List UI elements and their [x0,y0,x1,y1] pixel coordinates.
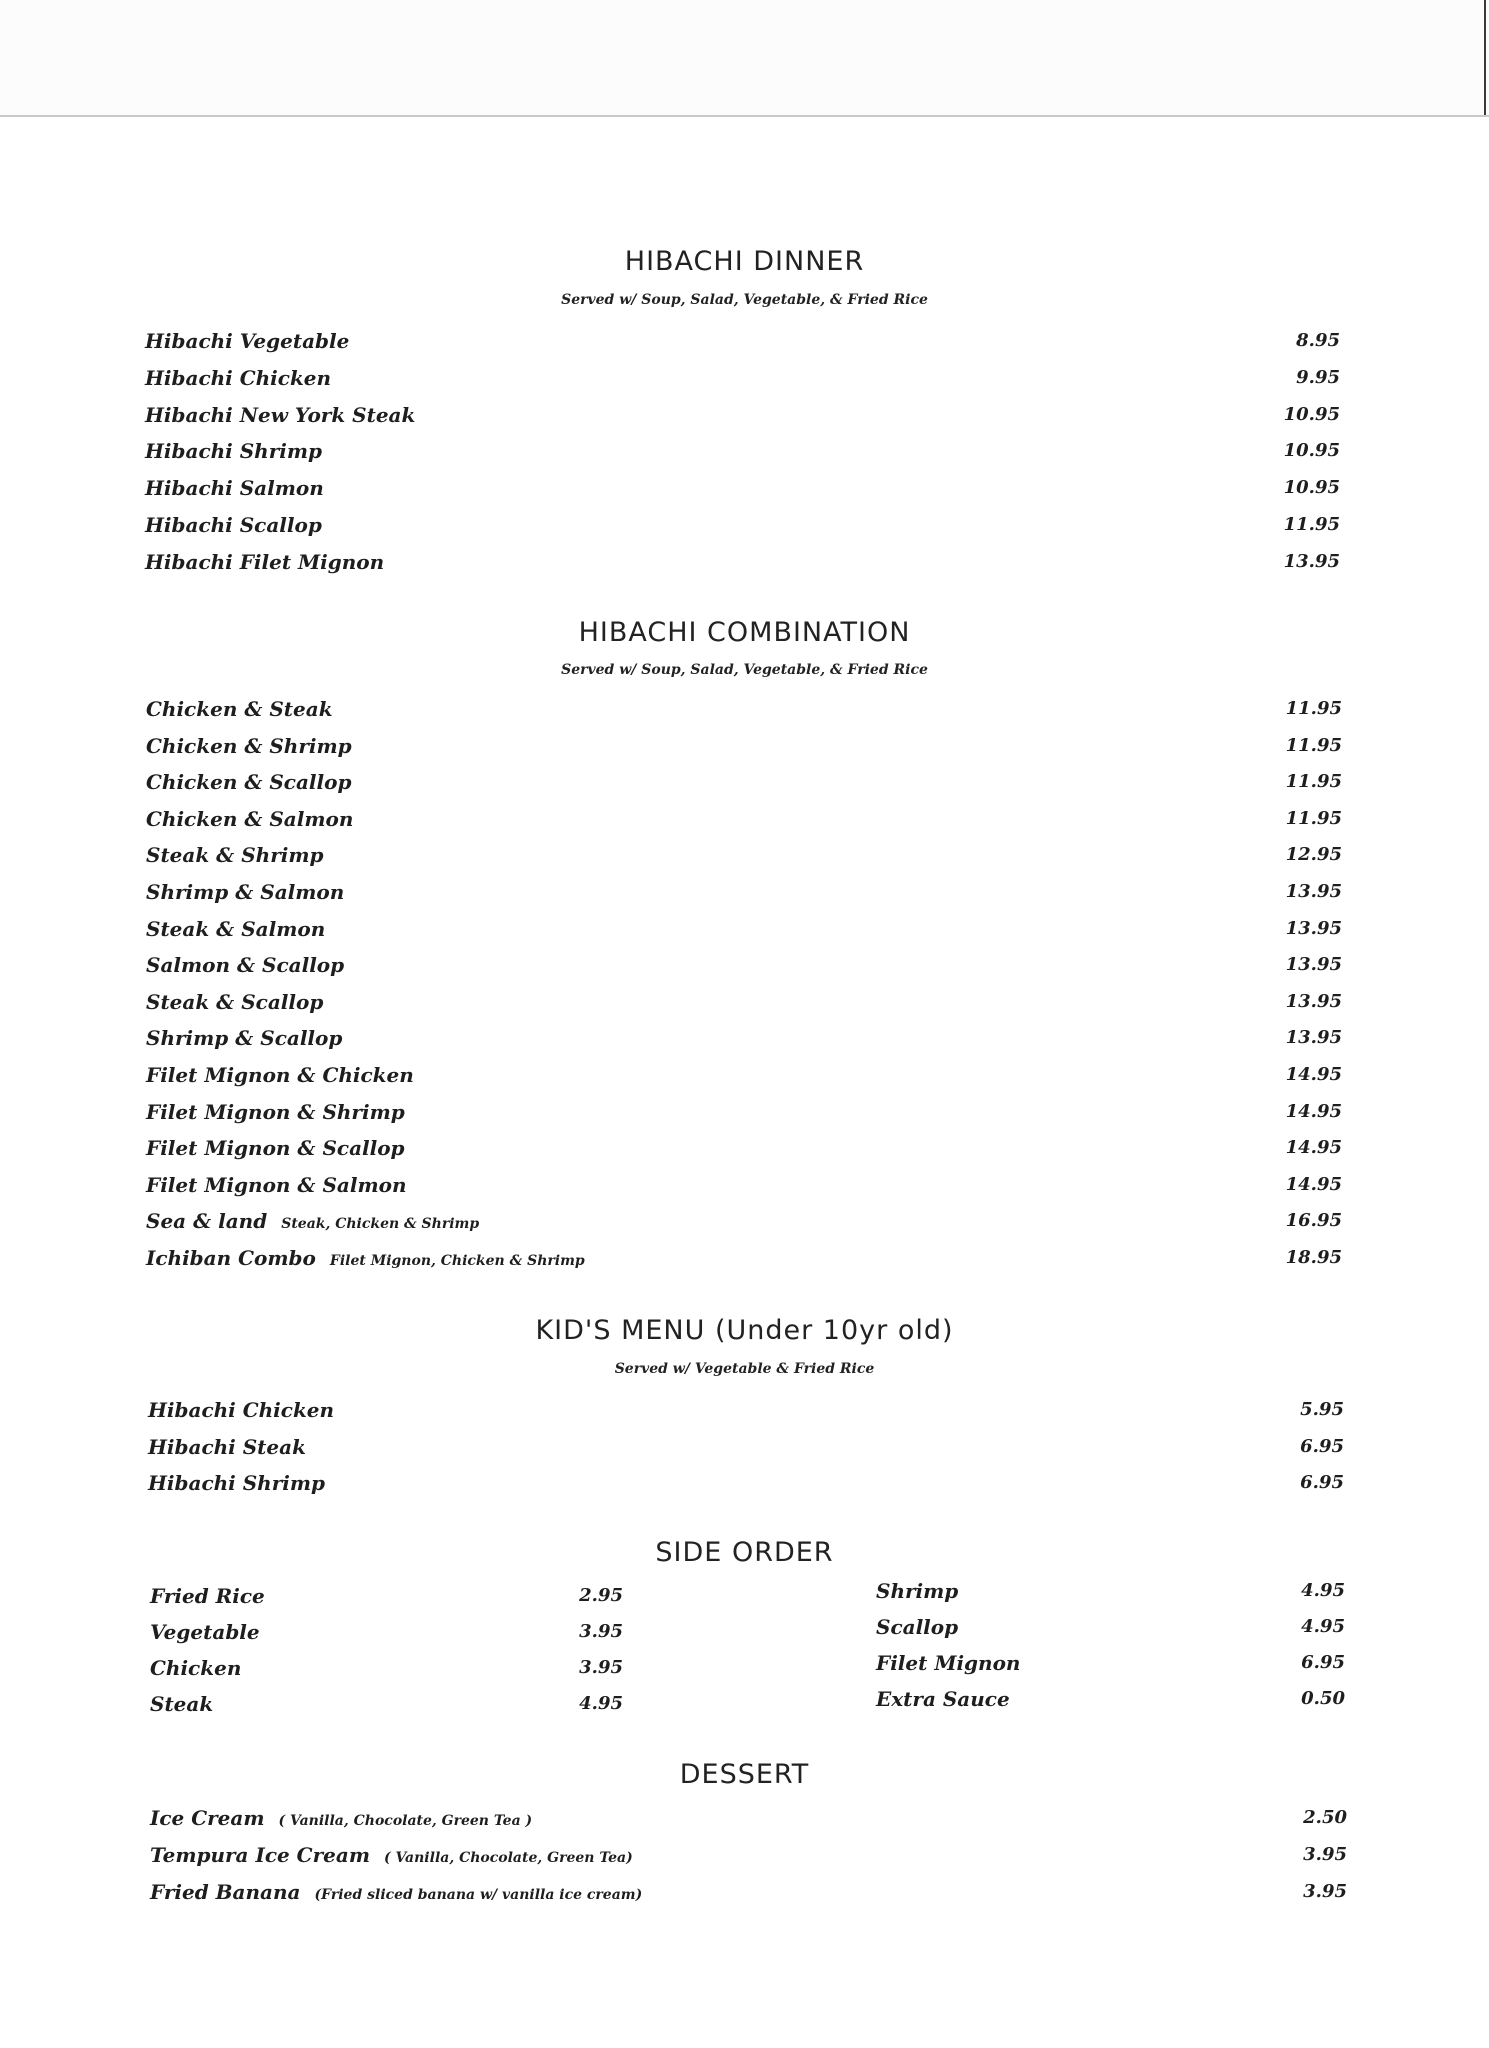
item-note: ( Vanilla, Chocolate, Green Tea) [383,1850,633,1866]
menu-item-price: 14.95 [1285,1100,1342,1122]
menu-item-price: 3.95 [579,1657,623,1678]
menu-item-name [150,1806,532,1830]
menu-item-price: 14.95 [1285,1173,1342,1195]
item-name: Salmon & Scallop [146,953,345,978]
item-name: Chicken & Scallop [146,770,352,795]
menu-item-price: 14.95 [1285,1137,1342,1159]
item-name: Chicken & Steak [146,697,333,721]
item-name: Sea & land [146,1209,268,1234]
menu-item-price: 14.95 [1285,1064,1342,1085]
menu-item-price: 6.95 [1300,1435,1344,1457]
section-subtitle-kids-menu: Served w/ Vegetable & Fried Rice [614,1361,875,1377]
item-name: Filet Mignon & Salmon [146,1172,407,1197]
item-name: Steak [150,1692,214,1716]
item-name: Hibachi Steak [148,1434,306,1459]
menu-item-price: 4.95 [579,1693,623,1714]
menu-item-price: 11.95 [1283,514,1340,535]
menu-item-name [146,697,333,721]
menu-item-name [876,1615,958,1639]
menu-item-price: 3.95 [1303,1881,1347,1902]
menu-item-name [145,329,349,353]
menu-item-name [145,513,322,537]
scan-background [0,0,1489,116]
section-title-kids-menu: KID'S MENU (Under 10yr old) [535,1315,954,1346]
menu-item-price: 8.95 [1296,330,1340,351]
menu-item-price: 13.95 [1283,550,1340,572]
menu-item-price: 5.95 [1300,1399,1344,1420]
menu-item-price: 13.95 [1285,1027,1342,1049]
menu-item-price: 4.95 [1301,1580,1345,1601]
menu-item-name [146,990,323,1014]
item-name: Shrimp [876,1579,959,1603]
menu-item-name [146,1136,405,1160]
item-note: (Fried sliced banana w/ vanilla ice cream) [314,1887,643,1903]
item-name: Hibachi Vegetable [145,329,350,353]
item-name: Hibachi Filet Mignon [145,549,385,574]
item-name: Steak & Scallop [146,989,324,1014]
item-name: Chicken & Shrimp [146,733,352,758]
menu-item-name [876,1579,958,1603]
item-name: Chicken & Salmon [146,806,354,831]
menu-item-name [146,770,351,794]
menu-item-price: 11.95 [1285,771,1342,793]
menu-item-name [145,476,324,500]
item-note: Filet Mignon, Chicken & Shrimp [329,1253,585,1269]
menu-item-name [876,1651,1020,1675]
menu-item-name [145,439,322,463]
menu-item-name [146,1246,585,1270]
scan-edge [1484,0,1486,116]
item-name: Vegetable [150,1620,260,1644]
menu-item-name [148,1435,306,1459]
menu-item-price: 3.95 [579,1621,623,1642]
item-name: Shrimp & Salmon [146,880,345,904]
menu-item-price: 13.95 [1285,917,1342,939]
section-title-side-order: SIDE ORDER [655,1537,834,1568]
menu-item-name [146,1209,479,1233]
item-name: Steak & Shrimp [146,843,324,868]
menu-item-name [150,1656,241,1680]
item-name: Hibachi Shrimp [145,439,322,464]
item-name: Filet Mignon & Chicken [146,1063,414,1087]
menu-item-price: 3.95 [1303,1844,1347,1865]
menu-item-price: 0.50 [1301,1688,1345,1709]
section-title-dessert: DESSERT [679,1759,810,1790]
item-name: Ichiban Combo [146,1246,316,1270]
menu-item-name [150,1692,213,1716]
item-note: Steak, Chicken & Shrimp [281,1216,480,1233]
menu-item-name [876,1687,1010,1711]
menu-item-price: 2.50 [1303,1807,1347,1828]
item-name: Filet Mignon & Shrimp [146,1099,405,1124]
item-name: Steak & Salmon [146,916,326,941]
item-name: Scallop [876,1615,959,1639]
menu-item-price: 2.95 [579,1585,623,1606]
menu-item-name [150,1620,260,1644]
section-title-hibachi-combination: HIBACHI COMBINATION [578,617,911,648]
menu-item-price: 6.95 [1300,1472,1344,1493]
menu-item-price: 10.95 [1283,440,1340,462]
section-title-hibachi-dinner: HIBACHI DINNER [624,246,865,277]
menu-item-price: 13.95 [1285,990,1342,1012]
item-note: ( Vanilla, Chocolate, Green Tea ) [278,1813,533,1829]
menu-item-name [148,1471,325,1495]
menu-item-price: 10.95 [1283,403,1340,425]
menu-item-name [148,1398,334,1422]
menu-item-price: 18.95 [1285,1247,1342,1268]
menu-item-name [146,1173,407,1197]
menu-item-name [150,1584,265,1608]
menu-item-name [145,366,331,390]
menu-item-name [146,734,352,758]
menu-item-price: 6.95 [1301,1652,1345,1673]
menu-item-price: 11.95 [1285,734,1342,756]
section-subtitle-hibachi-dinner: Served w/ Soup, Salad, Vegetable, & Fried Rice [561,292,928,308]
menu-item-price: 11.95 [1285,698,1342,719]
item-name: Shrimp & Scallop [146,1026,343,1051]
item-name: Chicken [150,1656,242,1680]
menu-item-price: 12.95 [1285,844,1342,866]
menu-item-price: 11.95 [1285,807,1342,829]
item-name: Fried Banana [150,1880,301,1904]
menu-item-price: 16.95 [1285,1210,1342,1232]
menu-item-name [146,1026,342,1050]
menu-item-name [146,843,323,867]
menu-item-name [150,1843,633,1867]
menu-item-name [146,807,353,831]
menu-item-name [146,1100,405,1124]
item-name: Hibachi Chicken [148,1398,335,1422]
menu-item-name [150,1880,642,1904]
menu-item-name [146,880,344,904]
item-name: Fried Rice [150,1584,265,1608]
menu-item-price: 10.95 [1283,477,1340,499]
item-name: Tempura Ice Cream [150,1843,370,1867]
menu-item-price: 13.95 [1285,954,1342,976]
menu-item-name [145,550,384,574]
item-name: Hibachi Scallop [145,513,322,537]
menu-item-name [146,953,344,977]
menu-item-price: 13.95 [1285,881,1342,902]
menu-item-name [146,917,325,941]
item-name: Ice Cream [150,1806,265,1830]
item-name: Hibachi Salmon [145,476,324,501]
item-name: Filet Mignon [876,1651,1021,1675]
item-name: Hibachi Chicken [145,365,332,390]
menu-item-price: 4.95 [1301,1616,1345,1637]
item-name: Filet Mignon & Scallop [146,1136,405,1161]
section-subtitle-hibachi-combination: Served w/ Soup, Salad, Vegetable, & Fried Rice [561,662,928,678]
item-name: Hibachi New York Steak [145,402,416,427]
item-name: Hibachi Shrimp [148,1471,325,1495]
menu-item-name [145,403,415,427]
menu-item-name [146,1063,414,1087]
item-name: Extra Sauce [876,1687,1010,1711]
menu-item-price: 9.95 [1296,366,1340,388]
